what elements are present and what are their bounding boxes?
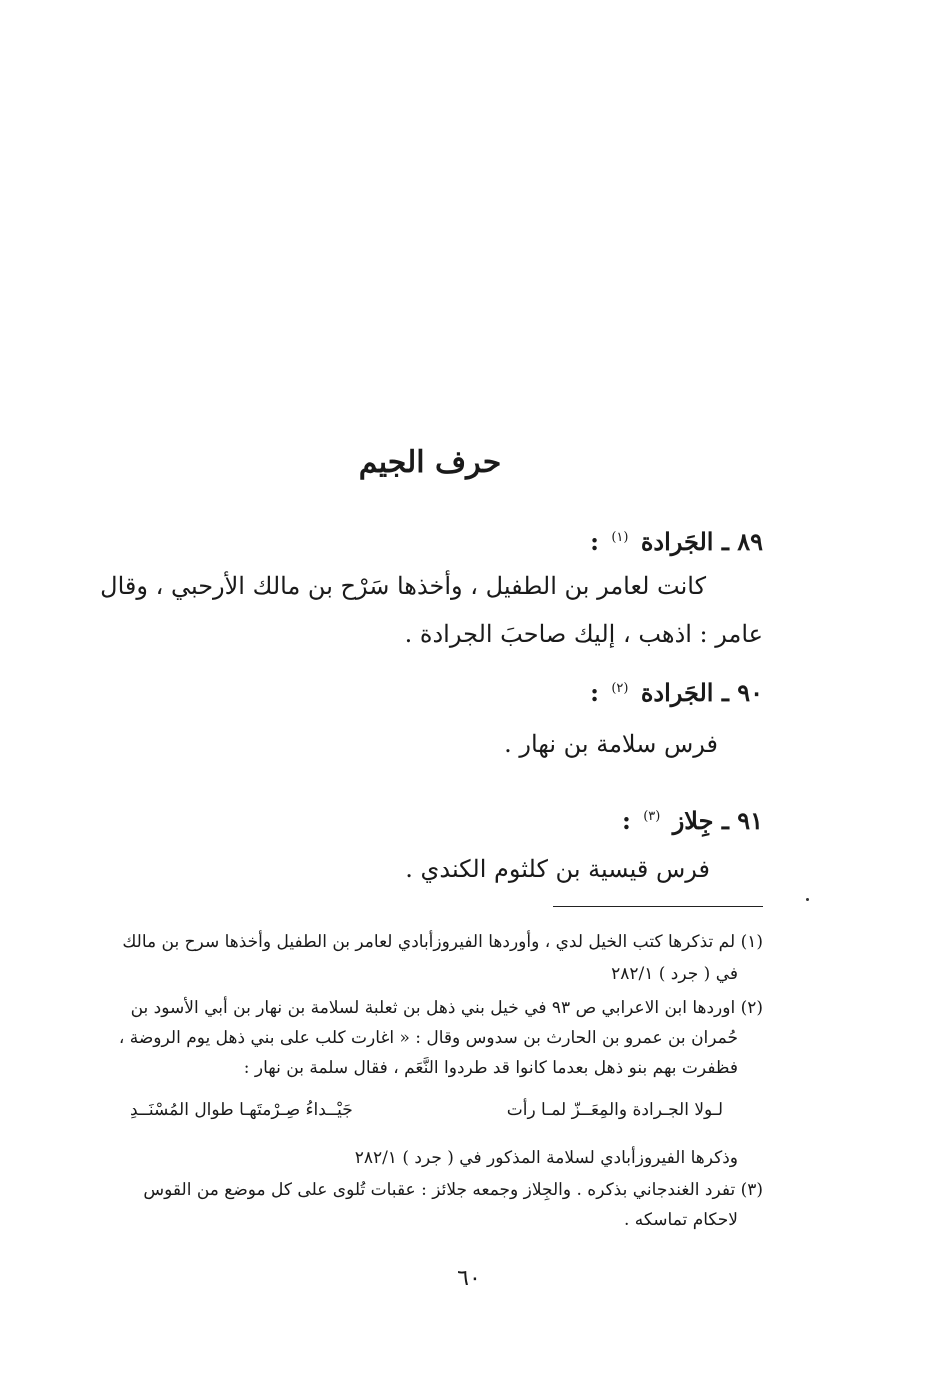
stray-mark [806, 898, 809, 901]
section-title: حرف الجيم [358, 445, 502, 480]
entry-colon: : [622, 806, 631, 835]
footnote-3-line-2: لاحكام تماسكه . [624, 1210, 738, 1230]
entry-number: ٩١ ـ [721, 806, 763, 835]
verse-hemistich-left: جَيْــداءُ صِـرْمتَهـا طوال المُسْنَــدِ [130, 1100, 353, 1120]
footnote-2-line-2: حُمران بن عمرو بن الحارث بن سدوس وقال : « اغارت كلب على بني ذهل يوم الروضة ، [118, 1028, 738, 1048]
entry-name: الجَرادة [640, 527, 714, 556]
footnote-2-line-3: فظفرت بهم بنو ذهل بعدما كانوا قد طردوا النَّعَم ، فقال سلمة بن نهار : [243, 1058, 738, 1078]
footnote-1-line-1: (١) لم تذكرها كتب الخيل لدي ، وأوردها الفيروزأبادي لعامر بن الطفيل وأخذها سرح بن مالك [122, 932, 763, 952]
entry-heading-90 [590, 678, 763, 707]
entry-name: جِلاز [672, 806, 714, 835]
entry-colon: : [590, 527, 599, 556]
footnote-2-line-4: وذكرها الفيروزأبادي لسلامة المذكور في ( جرد ) ٢٨٢/١ [354, 1148, 738, 1168]
entry-name: الجَرادة [640, 678, 714, 707]
footnote-3-line-1: (٣) تفرد الغندجاني بذكره . والجِلاز وجمعه جلائز : عقبات تُلوى على كل موضع من القوس [143, 1180, 763, 1200]
entry-89-line-2: عامر : اذهب ، إليك صاحبَ الجرادة . [404, 620, 763, 648]
footnote-ref: (١) [611, 530, 629, 545]
page-number: ٦٠ [457, 1266, 481, 1291]
footnote-1-line-2: في ( جرد ) ٢٨٢/١ [611, 964, 738, 984]
entry-colon: : [590, 678, 599, 707]
entry-heading-89 [590, 527, 763, 556]
entry-91-line-1: فرس قيسية بن كلثوم الكندي . [405, 855, 710, 883]
entry-number: ٨٩ ـ [721, 527, 763, 556]
footnote-ref: (٣) [643, 809, 661, 824]
entry-89-line-1: كانت لعامر بن الطفيل ، وأخذها سَرْح بن مالك الأرحبي ، وقال [100, 572, 706, 600]
footnote-2-line-1: (٢) اوردها ابن الاعرابي ص ٩٣ في خيل بني ذهل بن ثعلبة لسلامة بن نهار بن أبي الأسود بن [130, 998, 763, 1018]
entry-number: ٩٠ ـ [721, 678, 763, 707]
verse-hemistich-right: لـولا الجـرادة والمِعَــزّ لمـا رأت [506, 1100, 723, 1120]
entry-heading-91 [622, 806, 763, 835]
entry-90-line-1: فرس سلامة بن نهار . [504, 730, 718, 758]
footnote-ref: (٢) [611, 681, 629, 696]
footnote-separator [553, 906, 763, 907]
